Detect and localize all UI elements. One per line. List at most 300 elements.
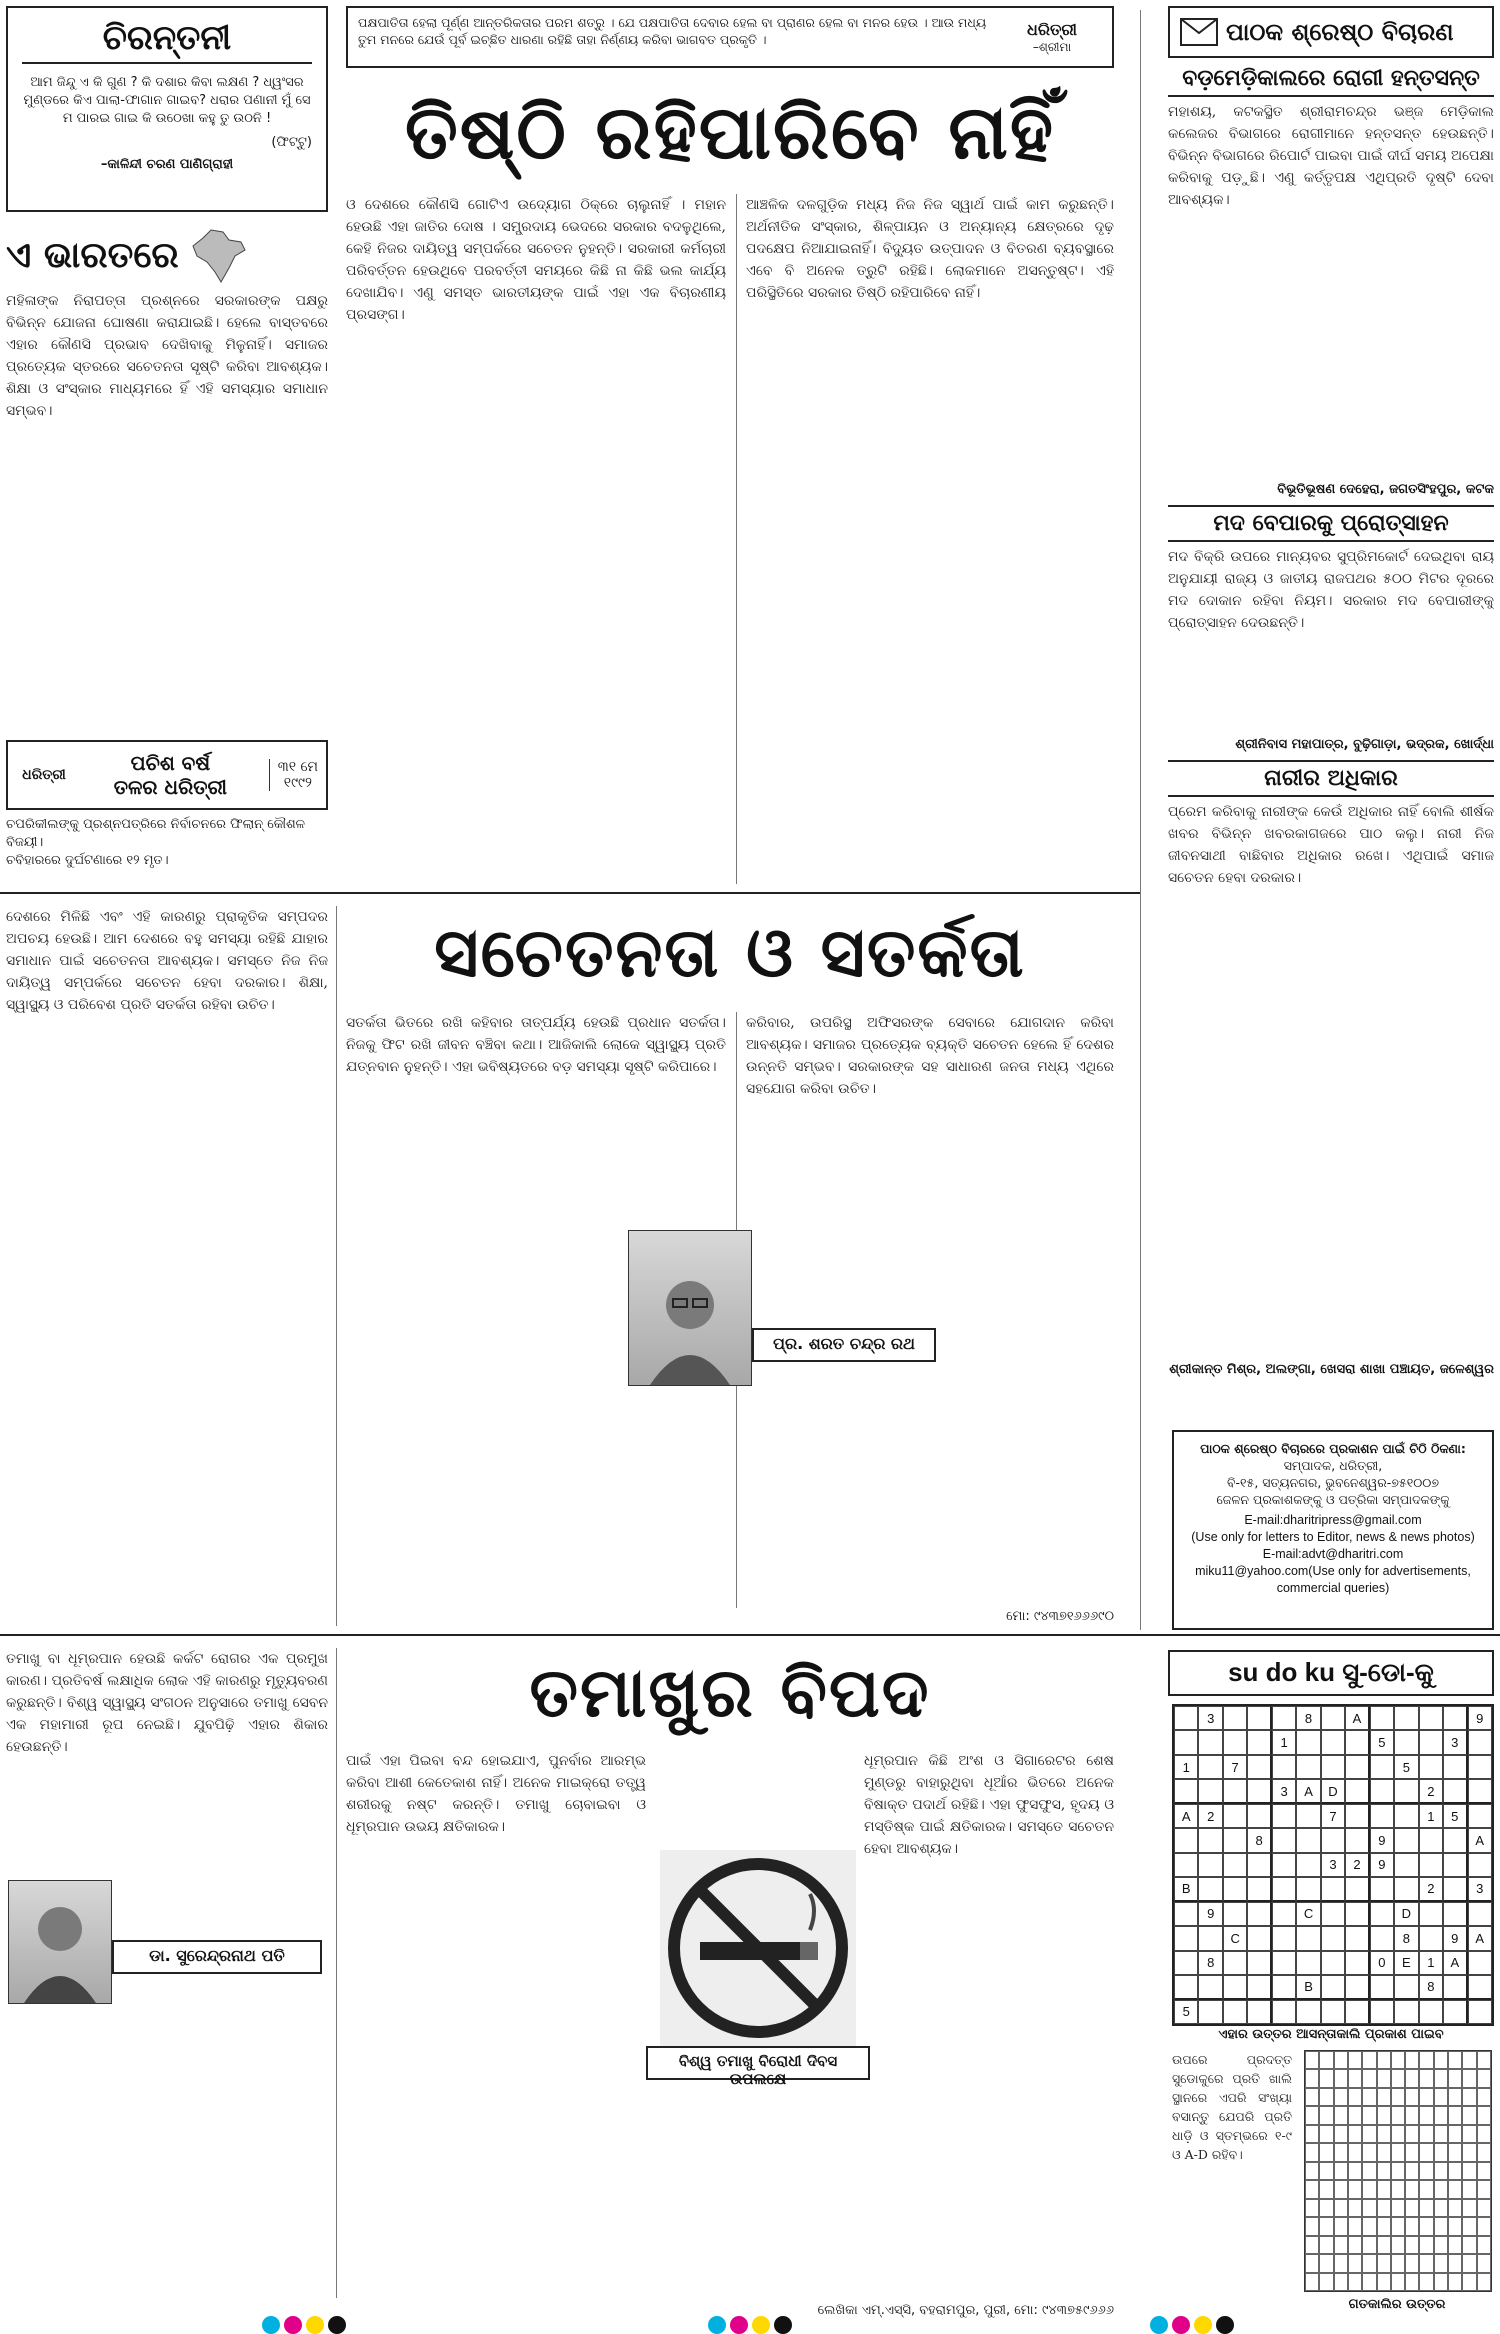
sudoku-cell[interactable] xyxy=(1272,2000,1296,2024)
prev-grid-cell xyxy=(1462,2106,1476,2124)
sudoku-cell[interactable] xyxy=(1394,1804,1418,1828)
prev-grid-cell xyxy=(1377,2199,1391,2217)
prev-grid-cell xyxy=(1477,2106,1491,2124)
sudoku-cell[interactable] xyxy=(1321,1730,1345,1754)
sudoku-cell[interactable] xyxy=(1321,1902,1345,1926)
sudoku-cell[interactable] xyxy=(1394,2000,1418,2024)
sudoku-cell[interactable] xyxy=(1468,1755,1492,1779)
sudoku-cell[interactable] xyxy=(1272,1926,1296,1950)
sudoku-cell[interactable]: 5 xyxy=(1394,1755,1418,1779)
prev-grid-cell xyxy=(1448,2236,1462,2254)
sudoku-cell[interactable] xyxy=(1321,1828,1345,1852)
sudoku-cell[interactable] xyxy=(1321,1926,1345,1950)
prev-grid-cell xyxy=(1305,2236,1319,2254)
prev-grid-cell xyxy=(1419,2051,1433,2069)
prev-grid-cell xyxy=(1462,2217,1476,2235)
sudoku-cell[interactable] xyxy=(1370,1877,1394,1901)
contact-email-ads-2[interactable]: miku11@yahoo.com(Use only for advertisements, commercial queries) xyxy=(1195,1564,1471,1595)
cyan-mark xyxy=(262,2316,280,2334)
sudoku-cell[interactable]: A xyxy=(1174,1804,1198,1828)
article-2-col-2: ସତର୍କତା ଭିତରେ ରଖି କହିବାର ତାତ୍ପର୍ଯ୍ୟ ହେଉଛି ପ୍ରଧାନ ସତର୍କତା। ନିଜକୁ ଫିଟ ରଖି ଜୀବନ ବଞ୍ଚିବା କଥା। ଆଜିକାଲି ଲୋକେ ସ୍ୱାସ୍ଥ୍ୟ ପ୍ରତି ଯତ୍ନବାନ ନୁହନ୍ତି। ଏହା ଭବିଷ୍ୟତରେ ବଡ଼ ସମସ୍ୟା ସୃଷ୍ଟି କରିପାରେ। xyxy=(346,1015,726,1075)
sudoku-cell[interactable] xyxy=(1247,1730,1271,1754)
prev-grid-cell xyxy=(1434,2051,1448,2069)
sudoku-cell[interactable]: 1 xyxy=(1419,1951,1443,1975)
prev-grid-cell xyxy=(1362,2217,1376,2235)
prev-grid-cell xyxy=(1319,2088,1333,2106)
prev-grid-cell xyxy=(1462,2199,1476,2217)
sudoku-cell[interactable] xyxy=(1247,1853,1271,1877)
reader-item-3-author: ଶ୍ରୀକାନ୍ତ ମିଶ୍ର, ଅଲଙ୍ଗା, ଖେସରା ଶାଖା ପଞ୍ଚାୟତ, ଜଳେଶ୍ୱର xyxy=(1169,1362,1494,1377)
sudoku-cell[interactable] xyxy=(1296,1828,1320,1852)
sudoku-cell[interactable] xyxy=(1223,2000,1247,2024)
prev-grid-cell xyxy=(1348,2199,1362,2217)
sudoku-cell[interactable] xyxy=(1198,1730,1222,1754)
sudoku-cell[interactable] xyxy=(1174,1828,1198,1852)
sudoku-cell[interactable] xyxy=(1174,1951,1198,1975)
prev-grid-cell xyxy=(1477,2162,1491,2180)
cyan-mark xyxy=(1150,2316,1168,2334)
prev-grid-cell xyxy=(1405,2069,1419,2087)
sudoku-cell[interactable]: A xyxy=(1345,1706,1369,1730)
sudoku-cell[interactable] xyxy=(1174,1779,1198,1803)
sudoku-cell[interactable] xyxy=(1272,1877,1296,1901)
prev-grid-cell xyxy=(1391,2125,1405,2143)
sudoku-cell[interactable] xyxy=(1321,1706,1345,1730)
sudoku-cell[interactable] xyxy=(1247,1877,1271,1901)
sudoku-cell[interactable]: 0 xyxy=(1370,1951,1394,1975)
ebharat-header xyxy=(6,226,328,286)
sudoku-cell[interactable] xyxy=(1419,1902,1443,1926)
sudoku-cell[interactable] xyxy=(1394,1877,1418,1901)
prev-grid-cell xyxy=(1334,2088,1348,2106)
prev-grid-cell xyxy=(1362,2088,1376,2106)
prev-grid-cell xyxy=(1405,2051,1419,2069)
sudoku-cell[interactable] xyxy=(1296,1804,1320,1828)
sudoku-cell[interactable]: 2 xyxy=(1419,1877,1443,1901)
sudoku-cell[interactable] xyxy=(1223,1779,1247,1803)
prev-grid-cell xyxy=(1448,2162,1462,2180)
sudoku-cell[interactable] xyxy=(1443,2000,1467,2024)
prev-grid-cell xyxy=(1405,2180,1419,2198)
sudoku-cell[interactable]: 3 xyxy=(1272,1779,1296,1803)
prev-grid-cell xyxy=(1362,2180,1376,2198)
prev-grid-cell xyxy=(1448,2125,1462,2143)
sudoku-cell[interactable] xyxy=(1443,1877,1467,1901)
sudoku-cell[interactable] xyxy=(1223,1706,1247,1730)
prev-grid-cell xyxy=(1319,2180,1333,2198)
sudoku-cell[interactable] xyxy=(1345,1730,1369,1754)
prev-grid-cell xyxy=(1319,2217,1333,2235)
sudoku-cell[interactable]: B xyxy=(1296,1975,1320,1999)
cyan-mark xyxy=(708,2316,726,2334)
prev-grid-cell xyxy=(1362,2254,1376,2272)
prev-grid-cell xyxy=(1348,2180,1362,2198)
sudoku-cell[interactable]: B xyxy=(1174,1877,1198,1901)
sudoku-cell[interactable] xyxy=(1321,1951,1345,1975)
reader-item-3-body: ପ୍ରେମ କରିବାକୁ ନାରୀଙ୍କ କେଉଁ ଅଧିକାର ନାହିଁ ବୋଲି ଶୀର୍ଷକ ଖବର ବିଭିନ୍ନ ଖବରକାଗଜରେ ପାଠ କଲୁ। ନାରୀ ନିଜ ଜୀବନସାଥୀ ବାଛିବାର ଅଧିକାର ରଖେ। ଏଥିପାଇଁ ସମାଜ ସଚେତନ ହେବା ଦରକାର। xyxy=(1168,804,1494,886)
prev-grid-cell xyxy=(1419,2273,1433,2291)
sudoku-previous-grid xyxy=(1304,2050,1492,2292)
prev-grid-cell xyxy=(1362,2199,1376,2217)
sudoku-cell[interactable] xyxy=(1247,1804,1271,1828)
prev-grid-cell xyxy=(1305,2162,1319,2180)
sudoku-cell[interactable]: 2 xyxy=(1345,1853,1369,1877)
sudoku-cell[interactable] xyxy=(1321,1755,1345,1779)
sudoku-cell[interactable]: 7 xyxy=(1321,1804,1345,1828)
prev-grid-cell xyxy=(1305,2106,1319,2124)
sudoku-cell[interactable] xyxy=(1247,1902,1271,1926)
prev-grid-cell xyxy=(1319,2273,1333,2291)
prev-grid-cell xyxy=(1391,2273,1405,2291)
sudoku-cell[interactable] xyxy=(1468,1804,1492,1828)
sudoku-cell[interactable]: 9 xyxy=(1370,1828,1394,1852)
prev-grid-cell xyxy=(1448,2106,1462,2124)
sudoku-cell[interactable]: 1 xyxy=(1419,1804,1443,1828)
prev-grid-cell xyxy=(1448,2051,1462,2069)
sudoku-cell[interactable]: 5 xyxy=(1174,2000,1198,2024)
chirantani-box xyxy=(6,6,328,212)
prev-grid-cell xyxy=(1334,2273,1348,2291)
prev-grid-cell xyxy=(1305,2180,1319,2198)
sudoku-cell[interactable] xyxy=(1247,2000,1271,2024)
prev-grid-cell xyxy=(1462,2069,1476,2087)
prev-grid-cell xyxy=(1419,2162,1433,2180)
sudoku-cell[interactable] xyxy=(1174,1730,1198,1754)
prev-grid-cell xyxy=(1377,2069,1391,2087)
sudoku-cell[interactable] xyxy=(1198,1755,1222,1779)
sudoku-cell[interactable] xyxy=(1443,1975,1467,1999)
sudoku-cell[interactable] xyxy=(1394,1779,1418,1803)
author-photo-1 xyxy=(628,1230,752,1386)
sudoku-cell[interactable]: 3 xyxy=(1321,1853,1345,1877)
prev-grid-cell xyxy=(1405,2254,1419,2272)
sudoku-cell[interactable] xyxy=(1468,1902,1492,1926)
prev-grid-cell xyxy=(1377,2143,1391,2161)
sudoku-cell[interactable] xyxy=(1223,1804,1247,1828)
prev-grid-cell xyxy=(1419,2088,1433,2106)
prev-grid-cell xyxy=(1334,2236,1348,2254)
sudoku-cell[interactable] xyxy=(1370,1804,1394,1828)
sudoku-cell[interactable] xyxy=(1345,1902,1369,1926)
sudoku-cell[interactable]: 1 xyxy=(1174,1755,1198,1779)
prev-grid-cell xyxy=(1462,2088,1476,2106)
prev-grid-cell xyxy=(1477,2088,1491,2106)
prev-grid-cell xyxy=(1405,2143,1419,2161)
sudoku-cell[interactable]: D xyxy=(1321,1779,1345,1803)
sudoku-cell[interactable] xyxy=(1443,1853,1467,1877)
sudoku-cell[interactable]: 3 xyxy=(1443,1730,1467,1754)
sudoku-cell[interactable] xyxy=(1468,1951,1492,1975)
sudoku-cell[interactable] xyxy=(1223,1951,1247,1975)
prev-grid-cell xyxy=(1477,2069,1491,2087)
author-photo-2 xyxy=(8,1880,112,2004)
prev-grid-cell xyxy=(1362,2051,1376,2069)
sudoku-cell[interactable] xyxy=(1394,1828,1418,1852)
sudoku-cell[interactable] xyxy=(1296,1926,1320,1950)
prev-grid-cell xyxy=(1348,2069,1362,2087)
chirantani-poem: ଆମ ଜିନ୍ଦୁ ଏ କି ଗୁଣ ? କି ଦଶାର କିବା ଲକ୍ଷଣ ? ଧ୍ୱଂସର ମୁଣ୍ଡରେ କିଏ ପାଲା-ଫାଗାନ ଗାଇବ? ଧରାର ପଣାନୀ ମୁଁ ସେ ମ ପାରଇ ଗାଇ କି ଉଠେଖା କହୁ ତୁ ଉଠନି ! xyxy=(23,75,311,126)
sudoku-cell[interactable] xyxy=(1370,1779,1394,1803)
sudoku-cell[interactable] xyxy=(1443,1779,1467,1803)
sudoku-cell[interactable] xyxy=(1370,1902,1394,1926)
sudoku-cell[interactable] xyxy=(1272,1853,1296,1877)
contact-line-1: ପାଠକ ଶ୍ରେଷ୍ଠ ବିଚାରରେ ପ୍ରକାଶନ ପାଇଁ ଚିଠି ଠିକଣା: xyxy=(1200,1441,1466,1456)
sudoku-cell[interactable]: 7 xyxy=(1223,1755,1247,1779)
author-caption-1: ପ୍ର. ଶରତ ଚନ୍ଦ୍ର ରଥ xyxy=(752,1328,936,1362)
prev-grid-cell xyxy=(1448,2088,1462,2106)
sudoku-cell[interactable] xyxy=(1198,1975,1222,1999)
sudoku-cell[interactable] xyxy=(1345,1951,1369,1975)
article-2-phone: ମୋ: ୯୪୩୭୧୬୬୬୯୦ xyxy=(1006,1609,1114,1624)
sudoku-cell[interactable] xyxy=(1296,2000,1320,2024)
headline-1: ତିଷ୍ଠି ରହିପାରିବେ ନାହିଁ xyxy=(405,90,1055,176)
prev-grid-cell xyxy=(1477,2254,1491,2272)
sudoku-cell[interactable] xyxy=(1296,1877,1320,1901)
prev-grid-cell xyxy=(1448,2143,1462,2161)
article-2-col-3: କରିବାର, ଉପରିସ୍ଥ ଅଫିସରଙ୍କ ସେବାରେ ଯୋଗଦାନ କରିବା ଆବଶ୍ୟକ। ସମାଜର ପ୍ରତ୍ୟେକ ବ୍ୟକ୍ତି ସଚେତନ ହେଲେ ହିଁ ଦେଶର ଉନ୍ନତି ସମ୍ଭବ। ସରକାରଙ୍କ ସହ ସାଧାରଣ ଜନତା ମଧ୍ୟ ଏଥିରେ ସହଯୋଗ କରିବା ଉଚିତ। xyxy=(746,1015,1114,1097)
prev-grid-cell xyxy=(1434,2199,1448,2217)
sudoku-cell[interactable] xyxy=(1321,1877,1345,1901)
ebharat-title: ଏ ଭାରତରେ xyxy=(6,235,179,276)
sudoku-cell[interactable] xyxy=(1468,1853,1492,1877)
sudoku-cell[interactable]: A xyxy=(1468,1926,1492,1950)
prev-grid-cell xyxy=(1434,2162,1448,2180)
no-smoking-image xyxy=(660,1850,856,2046)
prev-grid-cell xyxy=(1391,2236,1405,2254)
sudoku-cell[interactable] xyxy=(1419,1828,1443,1852)
sudoku-cell[interactable]: 5 xyxy=(1443,1804,1467,1828)
sudoku-cell[interactable] xyxy=(1296,1730,1320,1754)
sudoku-cell[interactable]: C xyxy=(1223,1926,1247,1950)
sudoku-cell[interactable] xyxy=(1223,1828,1247,1852)
reader-banner-title: ପାଠକ ଶ୍ରେଷ୍ଠ ବିଚାରଣ xyxy=(1226,18,1454,46)
sudoku-cell[interactable] xyxy=(1247,1926,1271,1950)
sudoku-cell[interactable] xyxy=(1443,1706,1467,1730)
sudoku-cell[interactable] xyxy=(1247,1975,1271,1999)
prev-grid-cell xyxy=(1319,2162,1333,2180)
sudoku-cell[interactable]: 5 xyxy=(1370,1730,1394,1754)
contact-email-editor[interactable]: E-mail:dharitripress@gmail.com xyxy=(1244,1513,1422,1527)
sudoku-cell[interactable]: 9 xyxy=(1468,1706,1492,1730)
sudoku-cell[interactable] xyxy=(1198,1926,1222,1950)
reader-item-2-title: ମଦ ବେପାରକୁ ପ୍ରୋତ୍ସାହନ xyxy=(1168,505,1494,542)
prev-grid-cell xyxy=(1377,2217,1391,2235)
prev-grid-cell xyxy=(1434,2069,1448,2087)
sudoku-cell[interactable] xyxy=(1174,1902,1198,1926)
prev-grid-cell xyxy=(1319,2051,1333,2069)
prev-grid-cell xyxy=(1305,2273,1319,2291)
chirantani-title: ଚିରନ୍ତନୀ xyxy=(22,18,312,64)
sudoku-cell[interactable] xyxy=(1247,1951,1271,1975)
prev-grid-cell xyxy=(1348,2273,1362,2291)
sudoku-cell[interactable] xyxy=(1468,1730,1492,1754)
sudoku-cell[interactable] xyxy=(1223,1853,1247,1877)
sudoku-cell[interactable]: 3 xyxy=(1198,1706,1222,1730)
sudoku-cell[interactable] xyxy=(1394,1853,1418,1877)
sudoku-cell[interactable] xyxy=(1345,1779,1369,1803)
prev-grid-cell xyxy=(1305,2125,1319,2143)
sudoku-cell[interactable]: 9 xyxy=(1443,1926,1467,1950)
sudoku-cell[interactable]: 8 xyxy=(1296,1706,1320,1730)
sudoku-cell[interactable] xyxy=(1394,1975,1418,1999)
article-1-col-1: ଓ ଦେଶରେ କୌଣସି ଗୋଟିଏ ଉଦ୍ୟୋଗ ଠିକ୍‌ରେ ଚାଲୁନାହିଁ । ମହାନ ହେଉଛି ଏହା ଜାତିର ଦୋଷ । ସମ୍ପ୍ରଦାୟ ଭେଦରେ ସରକାର ବଦଳୁଥିଲେ, କେହି ନିଜର ଦାୟିତ୍ୱ ସମ୍ପର୍କରେ ସଚେତନ ନୁହନ୍ତି। ସରକାରୀ କର୍ମଚାରୀ ପରିବର୍ତ୍ତନ ହେଉଥିବେ ପରବର୍ତ୍ତୀ ସମୟରେ କିଛି ନା କିଛି ଭଲ କାର୍ଯ୍ୟ ଦେଖାଯିବ। ଏଣୁ ସମସ୍ତ ଭାରତୀୟଙ୍କ ପାଇଁ ଏହା ଏକ ବିଚାରଣୀୟ ପ୍ରସଙ୍ଗ। xyxy=(346,197,726,323)
sudoku-cell[interactable]: 2 xyxy=(1419,1779,1443,1803)
sudoku-cell[interactable] xyxy=(1198,1877,1222,1901)
magenta-mark xyxy=(1172,2316,1190,2334)
sudoku-cell[interactable] xyxy=(1223,1902,1247,1926)
prev-grid-cell xyxy=(1319,2236,1333,2254)
yellow-mark xyxy=(1194,2316,1212,2334)
sudoku-cell[interactable] xyxy=(1370,1975,1394,1999)
dharitri-date-2: ୧୯୯୨ xyxy=(283,775,312,791)
sudoku-cell[interactable] xyxy=(1296,1951,1320,1975)
sudoku-cell[interactable] xyxy=(1345,1926,1369,1950)
sudoku-cell[interactable]: 2 xyxy=(1198,1804,1222,1828)
prev-grid-cell xyxy=(1462,2143,1476,2161)
prev-grid-cell xyxy=(1462,2180,1476,2198)
sudoku-cell[interactable] xyxy=(1345,1975,1369,1999)
sudoku-cell[interactable] xyxy=(1198,1779,1222,1803)
sudoku-cell[interactable] xyxy=(1345,2000,1369,2024)
sudoku-cell[interactable] xyxy=(1223,1975,1247,1999)
sudoku-cell[interactable] xyxy=(1321,1975,1345,1999)
prev-grid-cell xyxy=(1405,2125,1419,2143)
dharitri-archive-items xyxy=(6,816,328,876)
prev-grid-cell xyxy=(1305,2143,1319,2161)
sudoku-cell[interactable] xyxy=(1174,1975,1198,1999)
sudoku-cell[interactable] xyxy=(1370,1926,1394,1950)
sudoku-cell[interactable] xyxy=(1247,1755,1271,1779)
sudoku-cell[interactable] xyxy=(1174,1926,1198,1950)
sudoku-cell[interactable] xyxy=(1370,1706,1394,1730)
sudoku-cell[interactable] xyxy=(1370,2000,1394,2024)
sudoku-cell[interactable] xyxy=(1419,1730,1443,1754)
prev-grid-cell xyxy=(1391,2180,1405,2198)
reader-item-2-author: ଶ୍ରୀନିବାସ ମହାପାତ୍ର, ବୁଢ଼ିଗାଡ଼ା, ଭଦ୍ରକ, ଖୋର୍ଦ୍ଧା xyxy=(1235,737,1494,752)
dharitri-archive-item-2: ଚବିହାରରେ ଦୁର୍ଘଟଣାରେ ୧୨ ମୃତ। xyxy=(6,853,169,868)
sudoku-cell[interactable]: 8 xyxy=(1394,1926,1418,1950)
sudoku-cell[interactable]: C xyxy=(1296,1902,1320,1926)
prev-grid-cell xyxy=(1319,2125,1333,2143)
prev-grid-cell xyxy=(1434,2254,1448,2272)
sudoku-cell[interactable] xyxy=(1345,1828,1369,1852)
dharitri-label-2: ତଳର ଧରିତ୍ରୀ xyxy=(113,775,228,799)
sudoku-cell[interactable]: 9 xyxy=(1198,1902,1222,1926)
sudoku-cell[interactable] xyxy=(1272,1902,1296,1926)
prev-grid-cell xyxy=(1334,2106,1348,2124)
sudoku-cell[interactable] xyxy=(1443,1902,1467,1926)
sudoku-cell[interactable]: 8 xyxy=(1247,1828,1271,1852)
prev-grid-cell xyxy=(1477,2273,1491,2291)
sudoku-cell[interactable]: 8 xyxy=(1419,1975,1443,1999)
sudoku-cell[interactable] xyxy=(1321,2000,1345,2024)
sudoku-cell[interactable] xyxy=(1247,1779,1271,1803)
sudoku-cell[interactable] xyxy=(1370,1755,1394,1779)
no-smoking-caption: ବିଶ୍ୱ ତମାଖୁ ବିରୋଧୀ ଦିବସ ଉପଲକ୍ଷେ xyxy=(646,2046,870,2080)
prev-grid-cell xyxy=(1448,2199,1462,2217)
top-quote-box xyxy=(346,6,1114,68)
sudoku-cell[interactable] xyxy=(1345,1804,1369,1828)
sudoku-cell[interactable] xyxy=(1468,2000,1492,2024)
sudoku-cell[interactable] xyxy=(1468,1779,1492,1803)
sudoku-cell[interactable]: 8 xyxy=(1198,1951,1222,1975)
sudoku-cell[interactable] xyxy=(1345,1755,1369,1779)
prev-grid-cell xyxy=(1391,2162,1405,2180)
sudoku-cell[interactable] xyxy=(1443,1755,1467,1779)
sudoku-cell[interactable] xyxy=(1394,1706,1418,1730)
prev-grid-cell xyxy=(1334,2180,1348,2198)
prev-grid-cell xyxy=(1305,2069,1319,2087)
prev-grid-cell xyxy=(1377,2162,1391,2180)
sudoku-cell[interactable]: D xyxy=(1394,1902,1418,1926)
sudoku-cell[interactable]: A xyxy=(1468,1828,1492,1852)
sudoku-cell[interactable] xyxy=(1394,1730,1418,1754)
prev-grid-cell xyxy=(1305,2254,1319,2272)
person-icon xyxy=(20,1893,100,2003)
sudoku-cell[interactable] xyxy=(1468,1975,1492,1999)
sudoku-cell[interactable] xyxy=(1198,1828,1222,1852)
magenta-mark xyxy=(284,2316,302,2334)
sudoku-cell[interactable]: 3 xyxy=(1468,1877,1492,1901)
sudoku-cell[interactable] xyxy=(1272,1975,1296,1999)
prev-grid-cell xyxy=(1362,2143,1376,2161)
sudoku-cell[interactable] xyxy=(1443,1828,1467,1852)
sudoku-cell[interactable] xyxy=(1174,1706,1198,1730)
sudoku-cell[interactable] xyxy=(1419,2000,1443,2024)
prev-grid-cell xyxy=(1477,2125,1491,2143)
sudoku-cell[interactable]: 9 xyxy=(1370,1853,1394,1877)
sudoku-cell[interactable] xyxy=(1345,1877,1369,1901)
sudoku-cell[interactable] xyxy=(1272,1706,1296,1730)
prev-grid-cell xyxy=(1405,2199,1419,2217)
black-mark xyxy=(774,2316,792,2334)
sudoku-cell[interactable] xyxy=(1223,1730,1247,1754)
sudoku-cell[interactable] xyxy=(1419,1853,1443,1877)
sudoku-cell[interactable]: 1 xyxy=(1272,1730,1296,1754)
sudoku-cell[interactable] xyxy=(1272,1755,1296,1779)
prev-grid-cell xyxy=(1434,2180,1448,2198)
sudoku-cell[interactable] xyxy=(1223,1877,1247,1901)
contact-email-ads-1[interactable]: E-mail:advt@dharitri.com xyxy=(1262,1547,1404,1561)
prev-grid-cell xyxy=(1334,2254,1348,2272)
black-mark xyxy=(1216,2316,1234,2334)
sudoku-cell[interactable] xyxy=(1198,1853,1222,1877)
sudoku-cell[interactable] xyxy=(1272,1828,1296,1852)
sudoku-cell[interactable] xyxy=(1296,1755,1320,1779)
sudoku-cell[interactable] xyxy=(1296,1853,1320,1877)
sudoku-cell[interactable] xyxy=(1174,1853,1198,1877)
dharitri-archive-brand: ଧରିତ୍ରୀ xyxy=(22,767,66,783)
prev-grid-cell xyxy=(1305,2051,1319,2069)
prev-grid-cell xyxy=(1477,2051,1491,2069)
reader-banner xyxy=(1168,6,1494,58)
sudoku-cell[interactable]: E xyxy=(1394,1951,1418,1975)
sudoku-cell[interactable] xyxy=(1419,1755,1443,1779)
sudoku-cell[interactable] xyxy=(1419,1926,1443,1950)
sudoku-cell[interactable] xyxy=(1272,1951,1296,1975)
sudoku-cell[interactable]: A xyxy=(1443,1951,1467,1975)
sudoku-cell[interactable] xyxy=(1419,1706,1443,1730)
headline-3: ତମାଖୁର ବିପଦ xyxy=(529,1654,931,1733)
prev-grid-cell xyxy=(1405,2236,1419,2254)
sudoku-cell[interactable] xyxy=(1198,2000,1222,2024)
sudoku-cell[interactable] xyxy=(1272,1804,1296,1828)
sudoku-note: ଏହାର ଉତ୍ତର ଆସନ୍ତାକାଲି ପ୍ରକାଶ ପାଇବ xyxy=(1218,2027,1444,2042)
sudoku-cell[interactable]: A xyxy=(1296,1779,1320,1803)
prev-grid-cell xyxy=(1448,2254,1462,2272)
sudoku-cell[interactable] xyxy=(1247,1706,1271,1730)
prev-grid-cell xyxy=(1477,2217,1491,2235)
